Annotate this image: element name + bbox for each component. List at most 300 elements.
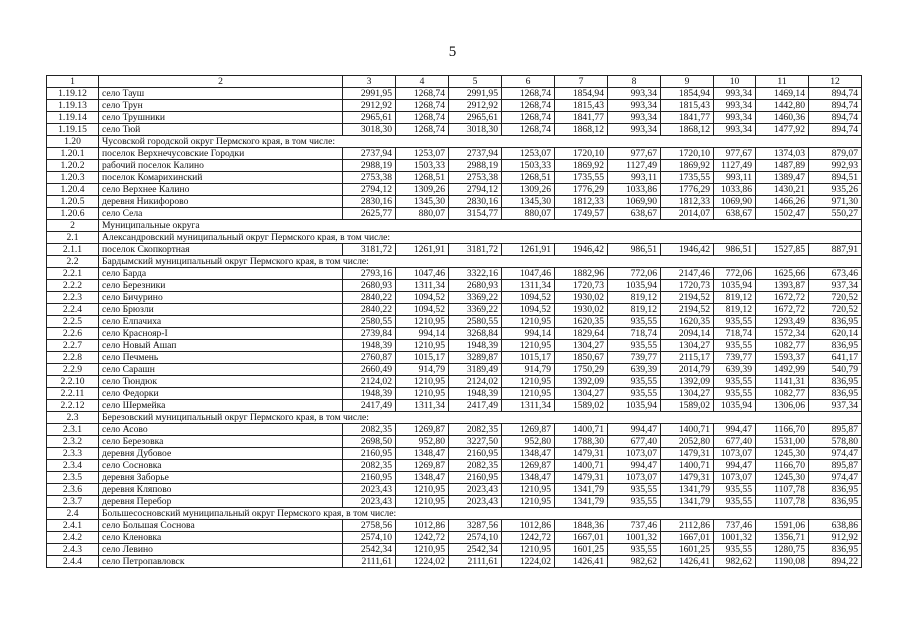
value-cell: 1672,72 [756,304,809,316]
table-row [47,484,862,496]
column-header: 3 [343,76,396,88]
table-row [47,328,862,340]
row-number: 1.19.15 [47,124,99,136]
value-cell: 2988,19 [343,160,396,172]
value-cell: 3287,56 [449,520,502,532]
value-cell: 1469,14 [756,88,809,100]
value-cell: 1268,74 [396,124,449,136]
table-row [47,304,862,316]
value-cell: 638,67 [608,208,661,220]
value-cell: 2737,94 [449,148,502,160]
row-number: 2.3.5 [47,472,99,484]
value-cell: 935,55 [608,376,661,388]
settlement-name: село Бичурино [99,292,343,304]
value-cell: 1430,21 [756,184,809,196]
value-cell: 1107,78 [756,496,809,508]
value-cell: 1620,35 [555,316,608,328]
value-cell: 1210,95 [396,316,449,328]
table-row [47,556,862,568]
section-row [47,136,862,148]
value-cell: 952,80 [396,436,449,448]
value-cell: 1268,74 [396,100,449,112]
value-cell: 673,46 [809,268,862,280]
value-cell: 638,86 [809,520,862,532]
settlement-name: поселок Комарихинский [99,172,343,184]
value-cell: 1601,25 [555,544,608,556]
value-cell: 1503,33 [502,160,555,172]
row-number: 2.4.1 [47,520,99,532]
row-number: 1.19.13 [47,100,99,112]
value-cell: 772,06 [714,268,756,280]
value-cell: 1487,89 [756,160,809,172]
value-cell: 1854,94 [555,88,608,100]
value-cell: 2147,46 [661,268,714,280]
value-cell: 935,55 [608,484,661,496]
settlement-name: село Левино [99,544,343,556]
row-number: 2 [47,220,99,232]
value-cell: 1345,30 [502,196,555,208]
row-number: 1.20.6 [47,208,99,220]
value-cell: 1869,92 [661,160,714,172]
row-number: 2.2 [47,256,99,268]
value-cell: 2082,35 [343,460,396,472]
value-cell: 1094,52 [502,292,555,304]
value-cell: 977,67 [608,148,661,160]
value-cell: 1107,78 [756,484,809,496]
value-cell: 3369,22 [449,304,502,316]
settlement-name: село Петропавловск [99,556,343,568]
row-number: 2.2.11 [47,388,99,400]
value-cell: 986,51 [608,244,661,256]
value-cell: 1531,00 [756,436,809,448]
value-cell: 993,11 [714,172,756,184]
table-row [47,448,862,460]
value-cell: 1720,73 [661,280,714,292]
value-cell: 994,47 [608,424,661,436]
value-cell: 1311,34 [396,400,449,412]
value-cell: 1720,10 [661,148,714,160]
value-cell: 1572,34 [756,328,809,340]
row-number: 1.20.1 [47,148,99,160]
value-cell: 2112,86 [661,520,714,532]
table-row [47,124,862,136]
value-cell: 3181,72 [449,244,502,256]
value-cell: 1311,34 [502,400,555,412]
value-cell: 1776,29 [555,184,608,196]
value-cell: 1073,07 [714,472,756,484]
value-cell: 1210,95 [396,496,449,508]
value-cell: 677,40 [714,436,756,448]
value-cell: 3189,49 [449,364,502,376]
row-number: 1.19.12 [47,88,99,100]
table-row [47,112,862,124]
value-cell: 993,34 [608,88,661,100]
table-row [47,424,862,436]
value-cell: 1224,02 [396,556,449,568]
value-cell: 1015,17 [396,352,449,364]
value-cell: 1311,34 [502,280,555,292]
value-cell: 1268,74 [502,124,555,136]
value-cell: 1035,94 [714,400,756,412]
column-header: 2 [99,76,343,88]
value-cell: 1012,86 [396,520,449,532]
row-number: 2.1 [47,232,99,244]
row-number: 2.2.8 [47,352,99,364]
value-cell: 1593,37 [756,352,809,364]
value-cell: 1047,46 [396,268,449,280]
value-cell: 1374,03 [756,148,809,160]
value-cell: 737,46 [608,520,661,532]
value-cell: 2160,95 [343,472,396,484]
value-cell: 550,27 [809,208,862,220]
value-cell: 1073,07 [714,448,756,460]
value-cell: 1479,31 [555,472,608,484]
value-cell: 986,51 [714,244,756,256]
settlement-name: село Елпачиха [99,316,343,328]
value-cell: 1948,39 [343,388,396,400]
value-cell: 1304,27 [661,388,714,400]
value-cell: 1047,46 [502,268,555,280]
value-cell: 994,47 [714,424,756,436]
value-cell: 2680,93 [449,280,502,292]
section-row [47,232,862,244]
page-number: 5 [448,44,457,60]
row-number: 2.2.3 [47,292,99,304]
value-cell: 2680,93 [343,280,396,292]
table-header-row [47,76,862,88]
value-cell: 2988,19 [449,160,502,172]
value-cell: 3018,30 [343,124,396,136]
value-cell: 2124,02 [449,376,502,388]
value-cell: 1001,32 [714,532,756,544]
value-cell: 1304,27 [555,340,608,352]
value-cell: 1268,74 [396,112,449,124]
value-cell: 819,12 [608,292,661,304]
column-header: 11 [756,76,809,88]
value-cell: 2760,87 [343,352,396,364]
value-cell: 1848,36 [555,520,608,532]
value-cell: 1502,47 [756,208,809,220]
settlement-name: село Барда [99,268,343,280]
value-cell: 2965,61 [343,112,396,124]
value-cell: 2014,07 [661,208,714,220]
section-title: Бардымский муниципальный округ Пермского края, в том числе: [99,256,862,268]
value-cell: 836,95 [809,388,862,400]
value-cell: 2840,22 [343,304,396,316]
value-cell: 836,95 [809,544,862,556]
row-number: 2.3.7 [47,496,99,508]
column-header: 12 [809,76,862,88]
value-cell: 1946,42 [555,244,608,256]
section-title: Большесосновский муниципальный округ Пермского края, в том числе: [99,508,862,520]
value-cell: 737,46 [714,520,756,532]
value-cell: 3227,50 [449,436,502,448]
value-cell: 2794,12 [343,184,396,196]
settlement-name: село Села [99,208,343,220]
table-row [47,532,862,544]
value-cell: 1210,95 [396,544,449,556]
value-cell: 1094,52 [396,304,449,316]
value-cell: 819,12 [714,304,756,316]
value-cell: 1946,42 [661,244,714,256]
value-cell: 1815,43 [661,100,714,112]
column-header: 7 [555,76,608,88]
value-cell: 3322,16 [449,268,502,280]
value-cell: 971,30 [809,196,862,208]
value-cell: 994,14 [396,328,449,340]
table-row [47,520,862,532]
value-cell: 819,12 [714,292,756,304]
value-cell: 1210,95 [502,316,555,328]
row-number: 2.4.2 [47,532,99,544]
value-cell: 1841,77 [661,112,714,124]
value-cell: 1400,71 [555,460,608,472]
row-number: 1.20.3 [47,172,99,184]
settlement-name: село Тюндюк [99,376,343,388]
value-cell: 1829,64 [555,328,608,340]
row-number: 2.3.4 [47,460,99,472]
value-cell: 1253,07 [502,148,555,160]
value-cell: 880,07 [502,208,555,220]
column-header: 10 [714,76,756,88]
value-cell: 993,34 [608,100,661,112]
value-cell: 1210,95 [396,376,449,388]
value-cell: 1868,12 [661,124,714,136]
value-cell: 718,74 [714,328,756,340]
value-cell: 994,14 [502,328,555,340]
value-cell: 993,34 [714,88,756,100]
value-cell: 1527,85 [756,244,809,256]
settlement-name: село Березовка [99,436,343,448]
value-cell: 1348,47 [396,472,449,484]
value-cell: 1210,95 [502,376,555,388]
value-cell: 1812,33 [661,196,714,208]
value-cell: 1166,70 [756,424,809,436]
table-row [47,292,862,304]
value-cell: 935,55 [608,388,661,400]
value-cell: 2111,61 [449,556,502,568]
value-cell: 1210,95 [396,484,449,496]
table-row [47,496,862,508]
value-cell: 935,55 [714,484,756,496]
settlement-name: деревня Дубовое [99,448,343,460]
value-cell: 2023,43 [449,496,502,508]
value-cell: 2194,52 [661,292,714,304]
value-cell: 638,67 [714,208,756,220]
value-cell: 3181,72 [343,244,396,256]
settlement-name: село Брюзли [99,304,343,316]
row-number: 1.20.4 [47,184,99,196]
value-cell: 2912,92 [343,100,396,112]
column-header: 4 [396,76,449,88]
value-cell: 1788,30 [555,436,608,448]
value-cell: 2758,56 [343,520,396,532]
table-row [47,100,862,112]
table-row [47,316,862,328]
value-cell: 1667,01 [555,532,608,544]
settlement-name: село Сарашн [99,364,343,376]
settlement-name: деревня Никифорово [99,196,343,208]
value-cell: 1776,29 [661,184,714,196]
value-cell: 1094,52 [396,292,449,304]
value-cell: 894,51 [809,172,862,184]
table-row [47,364,862,376]
value-cell: 1479,31 [661,472,714,484]
row-number: 2.2.10 [47,376,99,388]
section-row [47,412,862,424]
row-number: 2.3.2 [47,436,99,448]
value-cell: 1261,91 [502,244,555,256]
table-row [47,148,862,160]
settlement-name: село Кленовка [99,532,343,544]
value-cell: 1750,29 [555,364,608,376]
value-cell: 880,07 [396,208,449,220]
value-cell: 836,95 [809,496,862,508]
value-cell: 3018,30 [449,124,502,136]
settlement-name: село Большая Соснова [99,520,343,532]
table-row [47,376,862,388]
value-cell: 935,55 [608,316,661,328]
value-cell: 1269,87 [396,460,449,472]
value-cell: 836,95 [809,316,862,328]
value-cell: 2417,49 [449,400,502,412]
value-cell: 1389,47 [756,172,809,184]
value-cell: 935,55 [714,388,756,400]
table-row [47,544,862,556]
value-cell: 739,77 [608,352,661,364]
value-cell: 1190,08 [756,556,809,568]
column-header: 8 [608,76,661,88]
settlement-name: село Трушники [99,112,343,124]
settlement-name: село Шермейка [99,400,343,412]
value-cell: 1749,57 [555,208,608,220]
row-number: 2.4.3 [47,544,99,556]
value-cell: 1253,07 [396,148,449,160]
value-cell: 1589,02 [661,400,714,412]
value-cell: 2014,79 [661,364,714,376]
value-cell: 720,52 [809,292,862,304]
value-cell: 1620,35 [661,316,714,328]
row-number: 1.19.14 [47,112,99,124]
value-cell: 2739,84 [343,328,396,340]
value-cell: 1015,17 [502,352,555,364]
value-cell: 1073,07 [608,472,661,484]
value-cell: 836,95 [809,484,862,496]
value-cell: 1841,77 [555,112,608,124]
row-number: 2.2.1 [47,268,99,280]
value-cell: 1012,86 [502,520,555,532]
value-cell: 720,52 [809,304,862,316]
value-cell: 1268,51 [502,172,555,184]
row-number: 2.1.1 [47,244,99,256]
value-cell: 1001,32 [608,532,661,544]
value-cell: 1345,30 [396,196,449,208]
value-cell: 1268,51 [396,172,449,184]
value-cell: 1035,94 [608,280,661,292]
row-number: 2.2.2 [47,280,99,292]
value-cell: 1356,71 [756,532,809,544]
value-cell: 3268,84 [449,328,502,340]
row-number: 2.3.1 [47,424,99,436]
value-cell: 1210,95 [502,484,555,496]
value-cell: 1341,79 [661,484,714,496]
settlement-name: деревня Кляпово [99,484,343,496]
table-row [47,268,862,280]
value-cell: 1948,39 [449,340,502,352]
value-cell: 1035,94 [714,280,756,292]
value-cell: 1601,25 [661,544,714,556]
settlement-name: село Новый Ашап [99,340,343,352]
value-cell: 1720,73 [555,280,608,292]
value-cell: 1311,34 [396,280,449,292]
value-cell: 1309,26 [396,184,449,196]
row-number: 2.2.9 [47,364,99,376]
value-cell: 1268,74 [396,88,449,100]
value-cell: 2574,10 [449,532,502,544]
settlement-name: поселок Скопкортная [99,244,343,256]
value-cell: 1033,86 [714,184,756,196]
value-cell: 1392,09 [661,376,714,388]
value-cell: 2625,77 [343,208,396,220]
value-cell: 912,92 [809,532,862,544]
value-cell: 2094,14 [661,328,714,340]
value-cell: 937,34 [809,280,862,292]
table-row [47,88,862,100]
value-cell: 1269,87 [502,460,555,472]
value-cell: 993,34 [608,112,661,124]
value-cell: 1280,75 [756,544,809,556]
value-cell: 1492,99 [756,364,809,376]
value-cell: 1392,09 [555,376,608,388]
row-number: 2.3 [47,412,99,424]
value-cell: 1341,79 [555,496,608,508]
value-cell: 1210,95 [502,544,555,556]
value-cell: 819,12 [608,304,661,316]
value-cell: 3154,77 [449,208,502,220]
value-cell: 1069,90 [608,196,661,208]
value-cell: 1245,30 [756,448,809,460]
tariff-table [46,75,862,568]
value-cell: 1309,26 [502,184,555,196]
table-row [47,196,862,208]
value-cell: 3369,22 [449,292,502,304]
value-cell: 1341,79 [555,484,608,496]
value-cell: 3289,87 [449,352,502,364]
row-number: 1.20.2 [47,160,99,172]
value-cell: 1348,47 [502,472,555,484]
value-cell: 1210,95 [502,340,555,352]
value-cell: 2830,16 [343,196,396,208]
value-cell: 2194,52 [661,304,714,316]
value-cell: 1210,95 [502,496,555,508]
value-cell: 1033,86 [608,184,661,196]
value-cell: 2965,61 [449,112,502,124]
value-cell: 2023,43 [343,484,396,496]
value-cell: 739,77 [714,352,756,364]
value-cell: 1442,80 [756,100,809,112]
value-cell: 2111,61 [343,556,396,568]
value-cell: 2912,92 [449,100,502,112]
value-cell: 718,74 [608,328,661,340]
value-cell: 935,55 [714,544,756,556]
value-cell: 1393,87 [756,280,809,292]
table-row [47,208,862,220]
value-cell: 935,55 [608,544,661,556]
settlement-name: деревня Перебор [99,496,343,508]
value-cell: 2660,49 [343,364,396,376]
value-cell: 935,55 [714,316,756,328]
table-row [47,184,862,196]
